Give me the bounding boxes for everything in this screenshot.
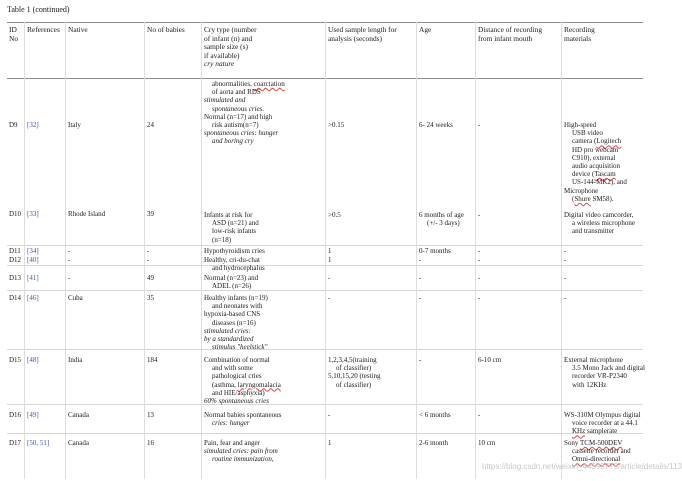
babies-cell: 39 bbox=[147, 210, 154, 218]
age-cell: < 6 months bbox=[419, 411, 451, 419]
reference-link[interactable]: [33] bbox=[27, 210, 39, 218]
native-cell: - bbox=[68, 256, 71, 264]
id-cell: D9 bbox=[9, 121, 18, 129]
native-cell: Cuba bbox=[68, 294, 83, 302]
age-cell: - bbox=[419, 294, 422, 302]
column-separator bbox=[144, 22, 145, 479]
column-separator bbox=[65, 22, 66, 479]
cry-type-cell: Infants at risk for ASD (n=21) and low-risk infants (n=18) bbox=[204, 211, 259, 244]
age-cell: - bbox=[419, 356, 422, 364]
distance-cell: - bbox=[478, 256, 481, 264]
babies-cell: 24 bbox=[147, 121, 154, 129]
id-cell: D16 bbox=[9, 411, 22, 419]
babies-cell: - bbox=[147, 247, 150, 255]
native-cell: Rhode Island bbox=[68, 210, 106, 218]
id-cell: D15 bbox=[9, 356, 22, 364]
header-references: References bbox=[27, 25, 60, 34]
length-cell: - bbox=[328, 274, 331, 282]
cry-type-cell: abnormalities, coarctation of aorta and RDS stimulated and spontaneous cries. Normal (n=17) and high risk autism(n=7) spontaneous cries: hunger and boring cry bbox=[204, 80, 285, 146]
reference-link[interactable]: [46] bbox=[27, 294, 39, 302]
cry-type-cell: Combination of normal and with some pathological cries (asthma, laryngomalacia and HIE/asphyxia) 60% spontaneous cries bbox=[204, 356, 281, 406]
column-separator bbox=[24, 22, 25, 479]
length-cell: - bbox=[328, 294, 331, 302]
distance-cell: - bbox=[478, 211, 481, 219]
id-cell: D13 bbox=[9, 274, 22, 282]
materials-cell: Sony TCM-500DEV cassette recorder and Omni-directional bbox=[564, 439, 631, 464]
babies-cell: 13 bbox=[147, 411, 154, 419]
materials-cell: Digital video camcorder, a wireless microphone and transmitter bbox=[564, 211, 635, 236]
table-caption: Table 1 (continued) bbox=[7, 5, 70, 14]
id-cell: D12 bbox=[9, 256, 22, 264]
cry-type-cell: Normal (n=23) and ADEL (n=26) bbox=[204, 274, 259, 291]
materials-cell: High-speed USB video camera (Logitech HD pro webcam C910), external audio acquisition device (Tascam US-144-MK2), and Microphone (Shure SM58). bbox=[564, 121, 627, 203]
materials-cell: WS-310M Olympus digital voice recorder at a 44.1 KHz samplerate bbox=[564, 411, 641, 436]
babies-cell: 184 bbox=[147, 356, 158, 364]
column-separator bbox=[561, 22, 562, 479]
id-cell: D11 bbox=[9, 247, 21, 255]
babies-cell: 16 bbox=[147, 439, 154, 447]
length-cell: 1 bbox=[328, 247, 332, 255]
distance-cell: 10 cm bbox=[478, 439, 496, 447]
cry-type-cell: Normal babies spontaneous cries: hunger bbox=[204, 411, 282, 428]
age-cell: 6- 24 weeks bbox=[419, 121, 453, 129]
reference-link[interactable]: [49] bbox=[27, 411, 39, 419]
reference-link[interactable]: [40] bbox=[27, 256, 39, 264]
age-cell: - bbox=[419, 274, 422, 282]
age-cell: 6 months of age (+/- 3 days) bbox=[419, 211, 464, 228]
id-cell: D17 bbox=[9, 439, 22, 447]
native-cell: Italy bbox=[68, 121, 81, 129]
column-separator bbox=[416, 22, 417, 479]
native-cell: India bbox=[68, 356, 83, 364]
distance-cell: - bbox=[478, 121, 481, 129]
length-cell: >0.5 bbox=[328, 211, 341, 219]
reference-link[interactable]: [34] bbox=[27, 247, 39, 255]
length-cell: - bbox=[328, 411, 331, 419]
reference-link[interactable]: [50, 51] bbox=[27, 439, 50, 447]
watermark-text: https://blog.csdn.net/weixin_44593779/article/details/113 bbox=[482, 462, 682, 471]
cry-type-cell: Pain, fear and anger simulated cries: pain from routine immunization, bbox=[204, 439, 278, 464]
column-separator bbox=[325, 22, 326, 479]
native-cell: - bbox=[68, 247, 71, 255]
header-sample-length: Used sample length for analysis (seconds) bbox=[328, 25, 397, 43]
reference-link[interactable]: [48] bbox=[27, 356, 39, 364]
length-cell: 1 bbox=[328, 256, 332, 264]
native-cell: - bbox=[68, 274, 71, 282]
column-separator bbox=[201, 22, 202, 479]
age-cell: 2-6 month bbox=[419, 439, 448, 447]
reference-link[interactable]: [32] bbox=[27, 121, 39, 129]
id-cell: D10 bbox=[9, 210, 22, 218]
materials-cell: - bbox=[564, 247, 567, 255]
header-id: ID No bbox=[9, 25, 19, 43]
babies-cell: - bbox=[147, 256, 150, 264]
native-cell: Canada bbox=[68, 411, 89, 419]
column-separator bbox=[475, 22, 476, 479]
header-distance: Distance of recording from infant mouth bbox=[478, 25, 543, 43]
distance-cell: - bbox=[478, 411, 481, 419]
distance-cell: 6-10 cm bbox=[478, 356, 502, 364]
header-age: Age bbox=[419, 25, 432, 34]
age-cell: - bbox=[419, 256, 422, 264]
header-native: Native bbox=[68, 25, 88, 34]
length-cell: 1 bbox=[328, 439, 332, 447]
distance-cell: - bbox=[478, 247, 481, 255]
length-cell: >0.15 bbox=[328, 121, 345, 129]
header-babies: No of babies bbox=[147, 25, 185, 34]
materials-cell: - bbox=[564, 274, 567, 282]
native-cell: Canada bbox=[68, 439, 89, 447]
materials-cell: - bbox=[564, 256, 567, 264]
materials-cell: External microphone 3.5 Mono Jack and digital recorder VR-P2340 with 12KHz bbox=[564, 356, 645, 389]
babies-cell: 35 bbox=[147, 294, 154, 302]
header-cry-type: Cry type (number of infant (n) and sample size (s) if available) cry nature bbox=[204, 25, 257, 69]
cry-type-cell: Hypothyroidism cries bbox=[204, 247, 265, 255]
cry-type-cell: Healthy infants (n=19) and neonates with hypoxia-based CNS diseases (n=16) stimulated cries: by a standardized stimulus "heelstick" bbox=[204, 294, 268, 352]
length-cell: 1,2,3,4,5(training of classifier) 5,10,15,20 (testing of classifier) bbox=[328, 356, 381, 389]
id-cell: D14 bbox=[9, 294, 22, 302]
header-materials: Recording materials bbox=[564, 25, 595, 43]
materials-cell: - bbox=[564, 294, 567, 302]
distance-cell: - bbox=[478, 294, 481, 302]
age-cell: 0-7 months bbox=[419, 247, 451, 255]
cry-type-cell: Healthy, cri-du-chat and hydrocephalus bbox=[204, 256, 265, 273]
reference-link[interactable]: [41] bbox=[27, 274, 39, 282]
distance-cell: - bbox=[478, 274, 481, 282]
babies-cell: 49 bbox=[147, 274, 154, 282]
